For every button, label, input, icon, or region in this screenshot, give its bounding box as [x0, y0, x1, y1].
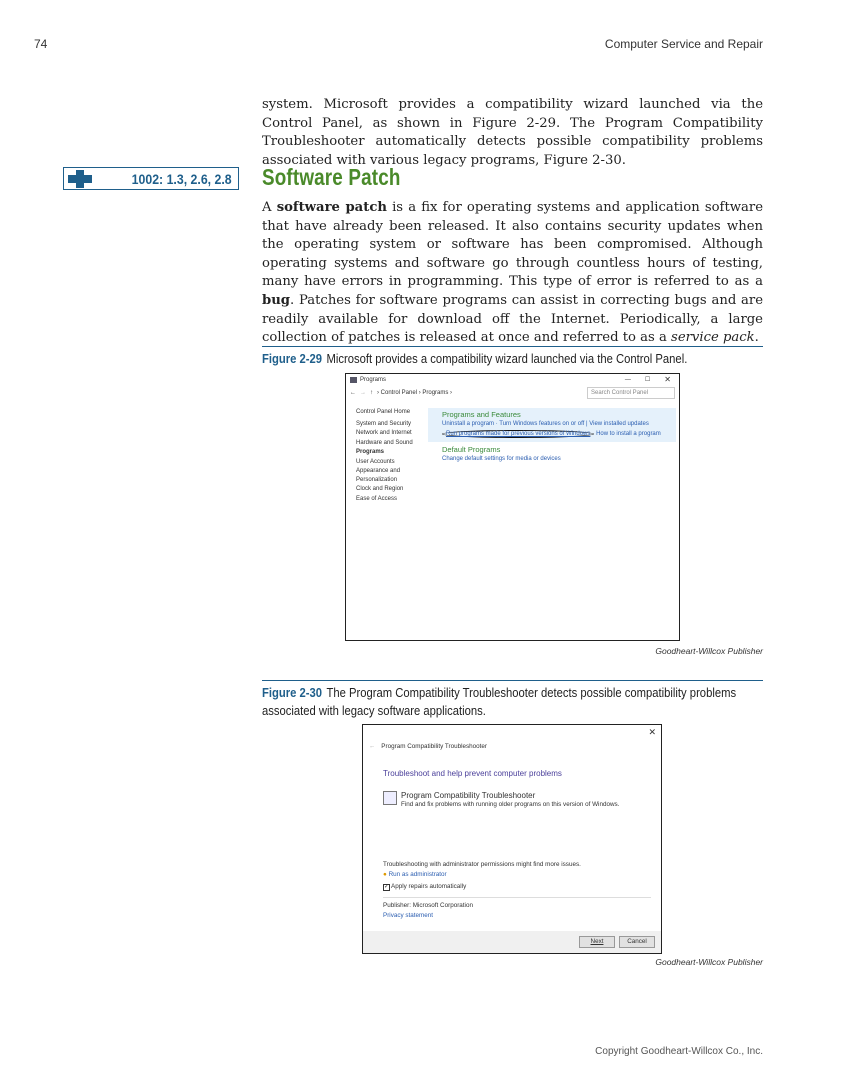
default-programs-section: [428, 442, 676, 464]
apply-repairs-checkbox[interactable]: ✓ Apply repairs automatically: [384, 883, 467, 890]
objective-text: 1002: 1.3, 2.6, 2.8: [131, 170, 232, 187]
publisher: Publisher: Microsoft Corporation: [383, 901, 473, 909]
link[interactable]: Turn Windows features on or off: [499, 421, 585, 427]
figure-30-caption: Figure 2-30 The Program Compatibility Troubleshooter detects possible compatibility problems associated with legacy software applications.: [262, 686, 737, 718]
dialog-heading: Troubleshoot and help prevent computer problems: [383, 769, 562, 778]
figure-30-credit: Goodheart-Willcox Publisher: [655, 957, 763, 967]
admin-note: Troubleshooting with administrator permissions might find more issues.: [383, 861, 581, 868]
intro-paragraph: system. Microsoft provides a compatibility wizard launched via the Control Panel, as shown in Figure 2-29. The Program Compatibility Troubleshooter automatically detects possible compatibility problems associated with various legacy programs, Figure 2-30.: [262, 97, 763, 168]
sidebar-item[interactable]: Control Panel Home: [356, 409, 411, 415]
figure-29-caption: Figure 2-29 Microsoft provides a compatibility wizard launched via the Control Panel.: [262, 352, 688, 366]
programs-features-title[interactable]: Programs and Features: [442, 410, 521, 419]
troubleshooter-screenshot: [362, 724, 662, 954]
window-title: Programs: [360, 377, 387, 383]
run-older-programs-link[interactable]: Run programs made for previous versions of Windows: [442, 430, 594, 438]
sidebar-item[interactable]: Network and Internet: [356, 430, 412, 436]
troubleshooter-item[interactable]: Program Compatibility Troubleshooter Find and fix problems with running older programs on this version of Windows.: [383, 791, 655, 810]
sidebar-item[interactable]: Clock and Region: [356, 486, 404, 492]
link[interactable]: View installed updates: [589, 421, 649, 427]
plus-icon: [67, 169, 93, 189]
maximize-button[interactable]: ☐: [644, 377, 651, 383]
forward-icon[interactable]: →: [360, 390, 366, 396]
link[interactable]: Uninstall a program: [442, 421, 495, 427]
control-panel-screenshot: [345, 373, 680, 641]
figure-divider: [262, 346, 763, 347]
programs-content: [428, 408, 676, 464]
up-icon[interactable]: ↑: [370, 390, 373, 396]
sidebar-item-active[interactable]: Programs: [356, 449, 385, 455]
run-as-admin-link[interactable]: ● Run as administrator: [383, 870, 447, 878]
sidebar-item[interactable]: Ease of Access: [356, 495, 398, 502]
copyright: Copyright Goodheart-Willcox Co., Inc.: [595, 1046, 763, 1057]
troubleshooter-icon: [383, 791, 397, 805]
sidebar-item[interactable]: User Accounts: [356, 458, 395, 465]
shield-icon: ●: [383, 870, 387, 878]
running-title: Computer Service and Repair: [604, 37, 763, 51]
privacy-link[interactable]: Privacy statement: [383, 912, 434, 919]
page-number: 74: [34, 37, 48, 51]
figure-29-credit: Goodheart-Willcox Publisher: [655, 646, 763, 656]
close-button[interactable]: ✕: [648, 727, 656, 737]
button-bar: [363, 931, 661, 953]
search-input[interactable]: Search Control Panel: [587, 387, 675, 399]
sidebar: [356, 408, 418, 503]
default-programs-title[interactable]: Default Programs: [442, 445, 501, 454]
figure-divider: [262, 680, 763, 681]
cancel-button[interactable]: Cancel: [619, 936, 655, 948]
dialog-lower: [383, 861, 651, 921]
term-bug: bug: [262, 292, 291, 308]
term-software-patch: software patch: [276, 200, 387, 215]
next-button[interactable]: Next: [579, 936, 615, 948]
breadcrumb[interactable]: › Control Panel › Programs ›: [377, 390, 453, 396]
close-button[interactable]: ✕: [664, 375, 671, 384]
term-service-pack: service pack: [671, 330, 755, 346]
divider: [383, 897, 651, 898]
dialog-title: Program Compatibility Troubleshooter: [381, 743, 487, 750]
section-heading: Software Patch: [262, 164, 401, 190]
link[interactable]: Change default settings for media or devices: [442, 456, 561, 462]
minimize-button[interactable]: —: [624, 377, 631, 383]
programs-features-panel: Programs and Features Uninstall a program · Turn Windows features on or off | View installed updates Run programs made for previous versions of Windows How to install a program: [428, 408, 676, 442]
sidebar-item[interactable]: System and Security: [356, 420, 412, 427]
back-icon[interactable]: ←: [350, 390, 356, 396]
sidebar-item[interactable]: Appearance and Personalization: [356, 468, 401, 483]
sidebar-item[interactable]: Hardware and Sound: [356, 439, 413, 446]
window-icon: [350, 377, 357, 383]
back-button[interactable]: ←: [369, 743, 376, 750]
link[interactable]: How to install a program: [596, 431, 661, 437]
section-paragraph: A software patch is a fix for operating systems and application software that have already been released. It also contains security updates when the operating system or software has been compromised. Although operating systems and software go through countless hours of testing, many have errors in programming. This type of error is referred to as a bug. Patches for software programs can assist in correcting bugs and are readily available for download off the Internet. Periodically, a large collection of patches is released at once and referred to as a service pack.: [262, 200, 764, 346]
objective-badge: [63, 167, 239, 190]
